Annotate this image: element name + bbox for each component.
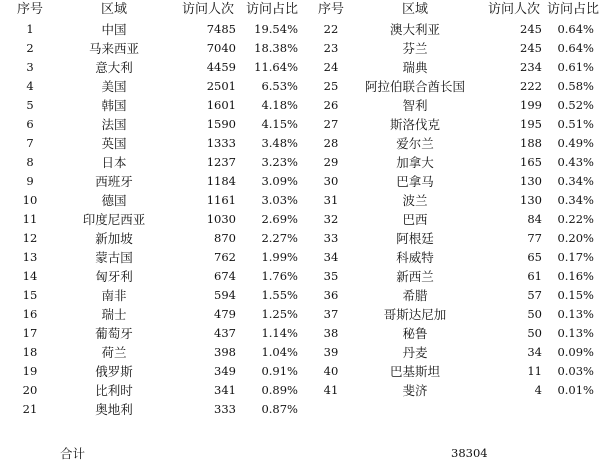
- cell-share: 1.55%: [261, 288, 298, 302]
- cell-visits: 165: [520, 155, 542, 169]
- cell-share: 0.16%: [557, 269, 594, 283]
- cell-region: 巴西: [402, 212, 428, 227]
- table-row: [8, 191, 304, 210]
- cell-share: 0.51%: [557, 117, 594, 131]
- cell-visits: 199: [520, 98, 542, 112]
- table-row: [8, 134, 304, 153]
- cell-share: 3.23%: [261, 155, 298, 169]
- table-row: [314, 58, 600, 77]
- cell-share: 4.18%: [261, 98, 298, 112]
- cell-region: 荷兰: [101, 345, 127, 360]
- table-row: [314, 362, 600, 381]
- cell-visits: 245: [520, 41, 542, 55]
- cell-index: 14: [22, 269, 38, 283]
- cell-index: 36: [323, 288, 339, 302]
- total-value: 38304: [451, 446, 488, 460]
- cell-share: 1.04%: [261, 345, 298, 359]
- cell-visits: 1161: [206, 193, 236, 207]
- cell-region: 智利: [402, 98, 428, 113]
- cell-index: 18: [22, 345, 38, 359]
- cell-share: 3.09%: [261, 174, 298, 188]
- cell-region: 巴基斯坦: [389, 364, 440, 379]
- cell-region: 科威特: [396, 250, 434, 265]
- cell-region: 瑞典: [402, 60, 428, 75]
- header-index: 序号: [317, 2, 344, 17]
- table-row: [314, 248, 600, 267]
- cell-index: 1: [26, 22, 34, 36]
- cell-index: 10: [22, 193, 38, 207]
- header-visits: 访问人次: [487, 2, 540, 17]
- cell-visits: 11: [527, 364, 542, 378]
- cell-share: 1.76%: [261, 269, 298, 283]
- cell-share: 0.91%: [261, 364, 298, 378]
- cell-index: 33: [323, 231, 339, 245]
- cell-region: 比利时: [95, 383, 133, 398]
- cell-region: 奥地利: [95, 402, 133, 417]
- cell-index: 23: [323, 41, 339, 55]
- cell-visits: 1184: [206, 174, 236, 188]
- table-row: [314, 381, 600, 400]
- cell-visits: 7040: [206, 41, 236, 55]
- cell-region: 斐济: [402, 383, 428, 398]
- cell-index: 35: [323, 269, 339, 283]
- table-row: [314, 324, 600, 343]
- cell-share: 4.15%: [261, 117, 298, 131]
- cell-region: 南非: [101, 288, 127, 303]
- table-row: [8, 115, 304, 134]
- cell-region: 哥斯达尼加: [383, 307, 447, 322]
- visits-table-right: [314, 0, 600, 400]
- cell-share: 0.09%: [557, 345, 594, 359]
- cell-share: 0.22%: [557, 212, 594, 226]
- table-row: [8, 58, 304, 77]
- cell-visits: 57: [527, 288, 542, 302]
- cell-index: 26: [323, 98, 339, 112]
- cell-region: 新西兰: [396, 269, 434, 284]
- cell-visits: 398: [214, 345, 236, 359]
- cell-index: 34: [323, 250, 339, 264]
- table-row: [314, 20, 600, 39]
- cell-share: 6.53%: [261, 79, 298, 93]
- cell-index: 19: [22, 364, 38, 378]
- table-row: [314, 134, 600, 153]
- cell-visits: 1601: [206, 98, 236, 112]
- table-row: [8, 267, 304, 286]
- table-row: [314, 286, 600, 305]
- cell-index: 11: [22, 212, 38, 226]
- cell-share: 2.69%: [261, 212, 298, 226]
- table-row: [8, 229, 304, 248]
- cell-share: 0.52%: [557, 98, 594, 112]
- cell-share: 1.14%: [261, 326, 298, 340]
- table-row: [8, 286, 304, 305]
- cell-visits: 84: [527, 212, 542, 226]
- cell-region: 瑞士: [101, 307, 127, 322]
- table-row: [314, 172, 600, 191]
- cell-index: 5: [26, 98, 34, 112]
- table-row: [314, 210, 600, 229]
- table-row: [8, 96, 304, 115]
- cell-visits: 437: [214, 326, 236, 340]
- cell-visits: 234: [520, 60, 542, 74]
- cell-region: 马来西亚: [88, 41, 139, 56]
- cell-visits: 594: [214, 288, 236, 302]
- table-row: [314, 343, 600, 362]
- cell-visits: 34: [527, 345, 542, 359]
- cell-share: 0.64%: [557, 22, 594, 36]
- table-row: [8, 248, 304, 267]
- cell-index: 6: [26, 117, 34, 131]
- cell-index: 16: [22, 307, 38, 321]
- header-region: 区域: [100, 2, 127, 17]
- table-row: [8, 381, 304, 400]
- cell-visits: 195: [520, 117, 542, 131]
- cell-index: 13: [22, 250, 38, 264]
- cell-index: 8: [26, 155, 34, 169]
- cell-share: 0.15%: [557, 288, 594, 302]
- cell-share: 0.03%: [557, 364, 594, 378]
- cell-visits: 762: [214, 250, 236, 264]
- cell-index: 41: [323, 383, 339, 397]
- cell-share: 0.49%: [557, 136, 594, 150]
- cell-index: 28: [323, 136, 339, 150]
- cell-region: 法国: [101, 117, 127, 132]
- cell-visits: 1590: [206, 117, 236, 131]
- cell-visits: 870: [214, 231, 236, 245]
- table-header-row: [8, 0, 304, 20]
- cell-index: 20: [22, 383, 38, 397]
- table-row: [314, 115, 600, 134]
- cell-index: 32: [323, 212, 339, 226]
- cell-index: 12: [22, 231, 38, 245]
- cell-region: 丹麦: [402, 345, 428, 360]
- cell-share: 0.43%: [557, 155, 594, 169]
- cell-index: 21: [22, 402, 38, 416]
- cell-index: 17: [22, 326, 38, 340]
- cell-visits: 479: [214, 307, 236, 321]
- cell-visits: 341: [214, 383, 236, 397]
- table-row: [314, 96, 600, 115]
- cell-region: 阿根廷: [396, 231, 434, 246]
- cell-visits: 50: [527, 326, 542, 340]
- cell-share: 18.38%: [254, 41, 298, 55]
- cell-share: 0.61%: [557, 60, 594, 74]
- header-index: 序号: [16, 2, 43, 17]
- header-share: 访问占比: [245, 2, 298, 17]
- cell-index: 38: [323, 326, 339, 340]
- cell-visits: 4459: [206, 60, 236, 74]
- table-row: [8, 20, 304, 39]
- cell-share: 0.89%: [261, 383, 298, 397]
- cell-region: 中国: [101, 22, 127, 37]
- cell-index: 24: [323, 60, 339, 74]
- cell-visits: 4: [534, 383, 542, 397]
- table-row: [314, 305, 600, 324]
- cell-region: 波兰: [402, 193, 428, 208]
- table-row: [8, 324, 304, 343]
- cell-share: 0.34%: [557, 193, 594, 207]
- cell-visits: 674: [214, 269, 236, 283]
- cell-share: 3.03%: [261, 193, 298, 207]
- cell-index: 27: [323, 117, 339, 131]
- cell-region: 美国: [101, 79, 127, 94]
- table-row: [314, 191, 600, 210]
- cell-share: 0.87%: [261, 402, 298, 416]
- table-row: [8, 77, 304, 96]
- table-row: [8, 210, 304, 229]
- table-row: [314, 153, 600, 172]
- cell-visits: 333: [214, 402, 236, 416]
- cell-region: 西班牙: [95, 174, 133, 189]
- cell-index: 37: [323, 307, 339, 321]
- cell-index: 9: [26, 174, 34, 188]
- cell-region: 意大利: [95, 60, 133, 75]
- cell-visits: 1237: [206, 155, 236, 169]
- table-row: [8, 400, 304, 419]
- cell-share: 0.58%: [557, 79, 594, 93]
- cell-region: 希腊: [402, 288, 428, 303]
- table-row: [314, 39, 600, 58]
- cell-index: 30: [323, 174, 339, 188]
- table-row: [8, 39, 304, 58]
- cell-share: 0.01%: [557, 383, 594, 397]
- cell-index: 40: [323, 364, 339, 378]
- cell-region: 俄罗斯: [95, 364, 133, 379]
- cell-region: 德国: [101, 193, 127, 208]
- cell-index: 4: [26, 79, 34, 93]
- cell-visits: 130: [520, 174, 542, 188]
- cell-region: 韩国: [101, 98, 127, 113]
- cell-region: 新加坡: [95, 231, 133, 246]
- header-visits: 访问人次: [181, 2, 234, 17]
- table-row: [8, 362, 304, 381]
- cell-region: 日本: [101, 155, 127, 170]
- cell-share: 1.25%: [261, 307, 298, 321]
- cell-region: 加拿大: [396, 155, 434, 170]
- cell-region: 巴拿马: [396, 174, 434, 189]
- header-share: 访问占比: [546, 2, 599, 17]
- cell-visits: 61: [527, 269, 542, 283]
- cell-share: 0.20%: [557, 231, 594, 245]
- cell-visits: 7485: [206, 22, 236, 36]
- table-row: [8, 343, 304, 362]
- cell-visits: 1030: [206, 212, 236, 226]
- total-label: 合计: [60, 446, 86, 461]
- cell-index: 2: [26, 41, 34, 55]
- cell-region: 芬兰: [402, 41, 428, 56]
- cell-visits: 188: [520, 136, 542, 150]
- cell-share: 1.99%: [261, 250, 298, 264]
- cell-region: 英国: [101, 136, 127, 151]
- cell-region: 葡萄牙: [95, 326, 133, 341]
- cell-region: 爱尔兰: [396, 136, 434, 151]
- header-region: 区域: [401, 2, 428, 17]
- visits-table-left: [8, 0, 304, 419]
- cell-region: 阿拉伯联合酋长国: [364, 79, 465, 94]
- cell-visits: 2501: [206, 79, 236, 93]
- cell-index: 31: [323, 193, 339, 207]
- cell-region: 蒙古国: [95, 250, 133, 265]
- cell-visits: 222: [520, 79, 542, 93]
- cell-share: 0.17%: [557, 250, 594, 264]
- cell-share: 2.27%: [261, 231, 298, 245]
- cell-share: 3.48%: [261, 136, 298, 150]
- cell-share: 0.64%: [557, 41, 594, 55]
- table-row: [8, 153, 304, 172]
- cell-region: 秘鲁: [402, 326, 428, 341]
- table-row: [314, 267, 600, 286]
- cell-index: 3: [26, 60, 34, 74]
- cell-visits: 349: [214, 364, 236, 378]
- cell-index: 22: [323, 22, 339, 36]
- cell-region: 斯洛伐克: [389, 117, 440, 132]
- cell-share: 11.64%: [254, 60, 298, 74]
- cell-share: 19.54%: [254, 22, 298, 36]
- cell-index: 29: [323, 155, 339, 169]
- cell-index: 7: [26, 136, 34, 150]
- table-row: [314, 229, 600, 248]
- cell-region: 印度尼西亚: [82, 212, 146, 227]
- cell-index: 15: [22, 288, 38, 302]
- cell-index: 25: [323, 79, 339, 93]
- cell-visits: 77: [527, 231, 542, 245]
- table-row: [8, 172, 304, 191]
- cell-visits: 245: [520, 22, 542, 36]
- cell-share: 0.13%: [557, 326, 594, 340]
- cell-share: 0.34%: [557, 174, 594, 188]
- cell-visits: 65: [527, 250, 542, 264]
- cell-visits: 50: [527, 307, 542, 321]
- cell-visits: 130: [520, 193, 542, 207]
- cell-share: 0.13%: [557, 307, 594, 321]
- table-row: [314, 77, 600, 96]
- cell-visits: 1333: [206, 136, 236, 150]
- table-header-row: [314, 0, 600, 20]
- cell-index: 39: [323, 345, 339, 359]
- cell-region: 澳大利亚: [389, 22, 440, 37]
- cell-region: 匈牙利: [95, 269, 133, 284]
- table-row: [8, 305, 304, 324]
